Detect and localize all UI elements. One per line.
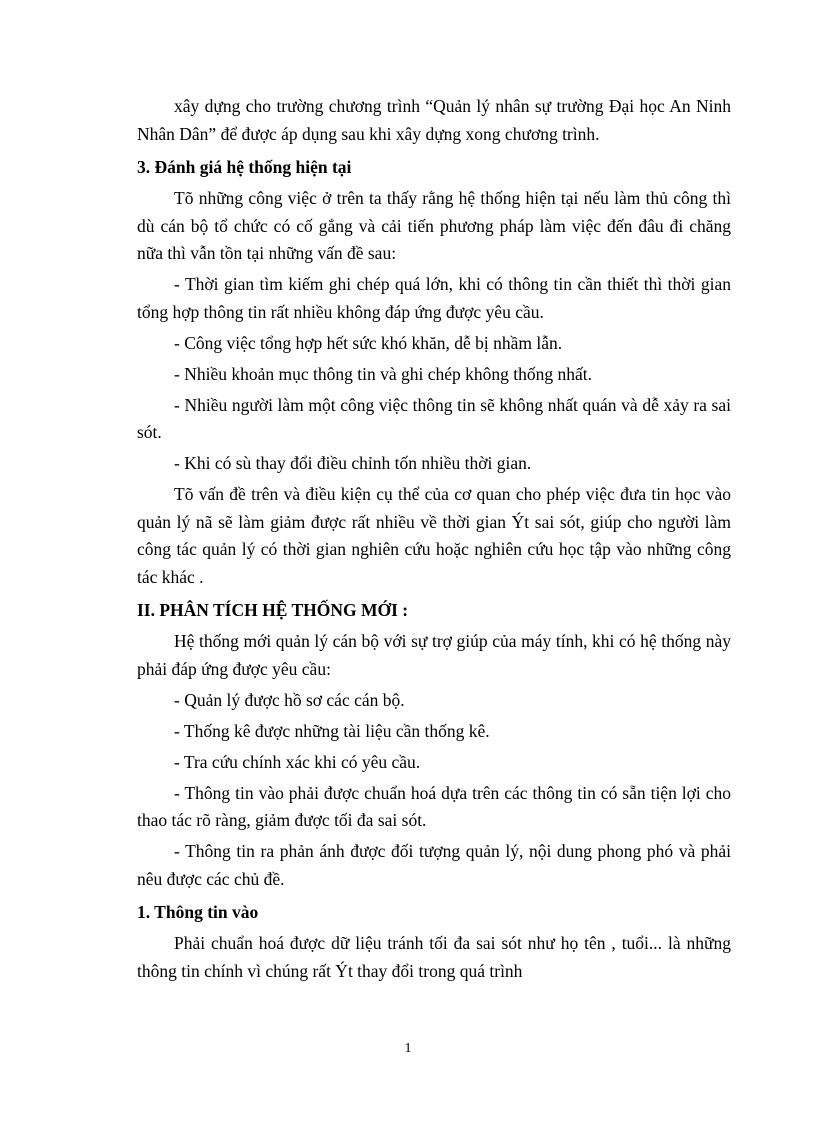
section-heading-current-system-evaluation: 3. Đánh giá hệ thống hiện tại bbox=[137, 157, 352, 177]
new-system-paragraph: Hệ thống mới quản lý cán bộ với sự trợ giúp của máy tính, khi có hệ thống này phải đáp ứng được yêu cầu: bbox=[137, 631, 731, 679]
subsection-heading-input-information: 1. Thông tin vào bbox=[137, 902, 259, 922]
page-number: 1 bbox=[404, 1041, 412, 1056]
document-body bbox=[137, 93, 731, 985]
evaluation-paragraph: Tõ những công việc ở trên ta thấy rằng hệ thống hiện tại nếu làm thủ công thì dù cán bộ tổ chức có cố gắng và cải tiến phương pháp làm việc đến đâu đi chăng nữa thì vẫn tồn tại những vấn đề sau: bbox=[137, 188, 731, 263]
problem-item-inconsistent-records: - Nhiều khoản mục thông tin và ghi chép không thống nhất. bbox=[174, 363, 592, 384]
problem-item-adjustment-time: - Khi có sù thay đổi điều chỉnh tốn nhiều thời gian. bbox=[174, 453, 532, 473]
conclusion-paragraph: Tõ vấn đề trên và điều kiện cụ thể của cơ quan cho phép việc đưa tin học vào quản lý nã sẽ làm giảm được rất nhiều về thời gian Ýt sai sót, giúp cho người làm công tác quản lý có thời gian nghiên cứu hoặc nghiên cứu học tập vào những công tác khác . bbox=[137, 484, 731, 587]
requirement-item-manage-records: - Quản lý được hồ sơ các cán bộ. bbox=[174, 689, 405, 710]
intro-paragraph: xây dựng cho trường chương trình “Quản lý nhân sự trường Đại học An Ninh Nhân Dân” để được áp dụng sau khi xây dựng xong chương trình. bbox=[137, 96, 731, 144]
requirement-item-input-standardization: - Thông tin vào phải được chuẩn hoá dựa trên các thông tin có sẵn tiện lợi cho thao tác rõ ràng, giảm được tối đa sai sót. bbox=[137, 782, 731, 830]
requirement-item-statistics: - Thống kê được những tài liệu cần thống kê. bbox=[174, 720, 490, 741]
problem-item-difficult-synthesis: - Công việc tổng hợp hết sức khó khăn, dễ bị nhầm lẫn. bbox=[174, 332, 563, 353]
requirement-item-lookup: - Tra cứu chính xác khi có yêu cầu. bbox=[174, 751, 421, 772]
requirement-item-output-information: - Thông tin ra phản ánh được đối tượng quản lý, nội dung phong phó và phải nêu được các chủ đề. bbox=[137, 841, 731, 889]
section-heading-new-system-analysis: II. PHÂN TÍCH HỆ THỐNG MỚI : bbox=[137, 600, 409, 620]
problem-item-multiple-people: - Nhiều người làm một công việc thông tin sẽ không nhất quán và dễ xảy ra sai sót. bbox=[137, 394, 731, 442]
problem-item-search-time: - Thời gian tìm kiếm ghi chép quá lớn, khi có thông tin cần thiết thì thời gian tổng hợp thông tin rất nhiều không đáp ứng được yêu cầu. bbox=[137, 274, 731, 322]
input-information-paragraph: Phải chuẩn hoá được dữ liệu tránh tối đa sai sót như họ tên , tuổi... là những thông tin chính vì chúng rất Ýt thay đổi trong quá trình bbox=[137, 933, 731, 981]
